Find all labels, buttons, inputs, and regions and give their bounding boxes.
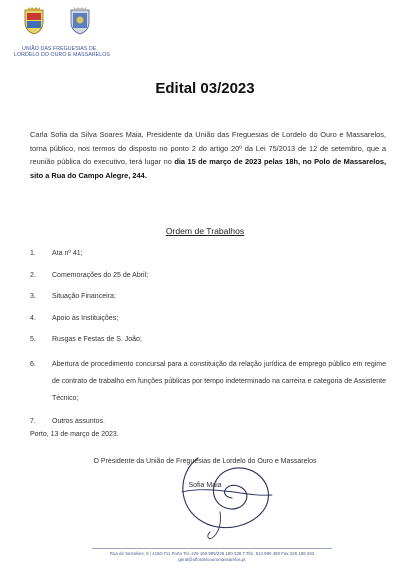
agenda-item-number: 2. <box>30 271 36 279</box>
document-title: Edital 03/2023 <box>155 80 255 97</box>
intro-text: Carla Sofia da Silva Soares Maia, Presidente da União das Freguesias de Lordelo do Ouro e Massarelos, torna público, nos termos do disposto no ponto 2 do artigo 20º da Lei 75/2013 de 12 de setembro, que a reunião pública do executivo, terá lugar no <box>30 130 386 166</box>
coat-of-arms-icon <box>68 6 92 36</box>
agenda-item <box>30 416 386 429</box>
footer-address: Rua de Serralves, 8 | 4150-711 Porto Tel. 226 160 995/226 180 028 T.Tlm. 914 990 460 Fax 226 189 263 <box>109 551 315 556</box>
agenda-item-number: 7. <box>30 417 36 425</box>
agenda-heading: Ordem de Trabalhos <box>165 226 245 236</box>
letterhead <box>14 6 124 56</box>
agenda-item-number: 3. <box>30 293 36 300</box>
agenda-item <box>30 356 386 407</box>
agenda-item-text: Situação Financeira; <box>52 293 116 300</box>
signatory-name: Sofia Maia <box>188 482 222 489</box>
agenda-item <box>30 313 386 326</box>
footer-email: geral@uflordeloouromassarelos.pt <box>178 557 246 562</box>
intro-paragraph <box>30 128 386 182</box>
agenda-list <box>30 248 386 428</box>
agenda-item-text: Rusgas e Festas de S. João; <box>52 336 142 343</box>
agenda-item <box>30 248 386 261</box>
agenda-item <box>30 291 386 304</box>
handwritten-signature <box>168 452 278 542</box>
org-name-line1: UNIÃO DAS FREGUESIAS DE <box>22 46 97 52</box>
meeting-details: dia 15 de março de 2023 pelas 18h, no Polo de Massarelos, sito a Rua do Campo Alegre, 244. <box>30 157 387 180</box>
agenda-item <box>30 270 386 283</box>
footer-divider <box>92 548 332 549</box>
org-name-line2: LORDELO DO OURO E MASSARELOS <box>14 52 110 58</box>
agenda-item-number: 5. <box>30 336 36 343</box>
agenda-item <box>30 334 386 347</box>
agenda-item-text: Comemorações do 25 de Abril; <box>52 271 149 279</box>
agenda-item-number: 1. <box>30 250 36 257</box>
agenda-item-text: Outros assuntos. <box>52 417 105 425</box>
agenda-item-text: Ata nº 41; <box>52 250 83 257</box>
coat-of-arms-icon <box>22 6 46 36</box>
agenda-item-number: 6. <box>30 360 36 368</box>
agenda-item-text: Apoio às Instituições; <box>52 314 119 322</box>
signatory-title: O Presidente da União de Freguesias de Lordelo do Ouro e Massarelos <box>93 458 317 465</box>
agenda-item-number: 4. <box>30 314 36 322</box>
issue-date: Porto, 13 de março de 2023. <box>30 431 119 438</box>
footer-contact <box>92 551 332 563</box>
agenda-item-text: Abertura de procedimento concursal para a constituição da relação jurídica de emprego público em regime de contrato de trabalho em funções públicas por tempo indeterminado na carreira e categoria de Assistente Técnico; <box>52 360 386 402</box>
